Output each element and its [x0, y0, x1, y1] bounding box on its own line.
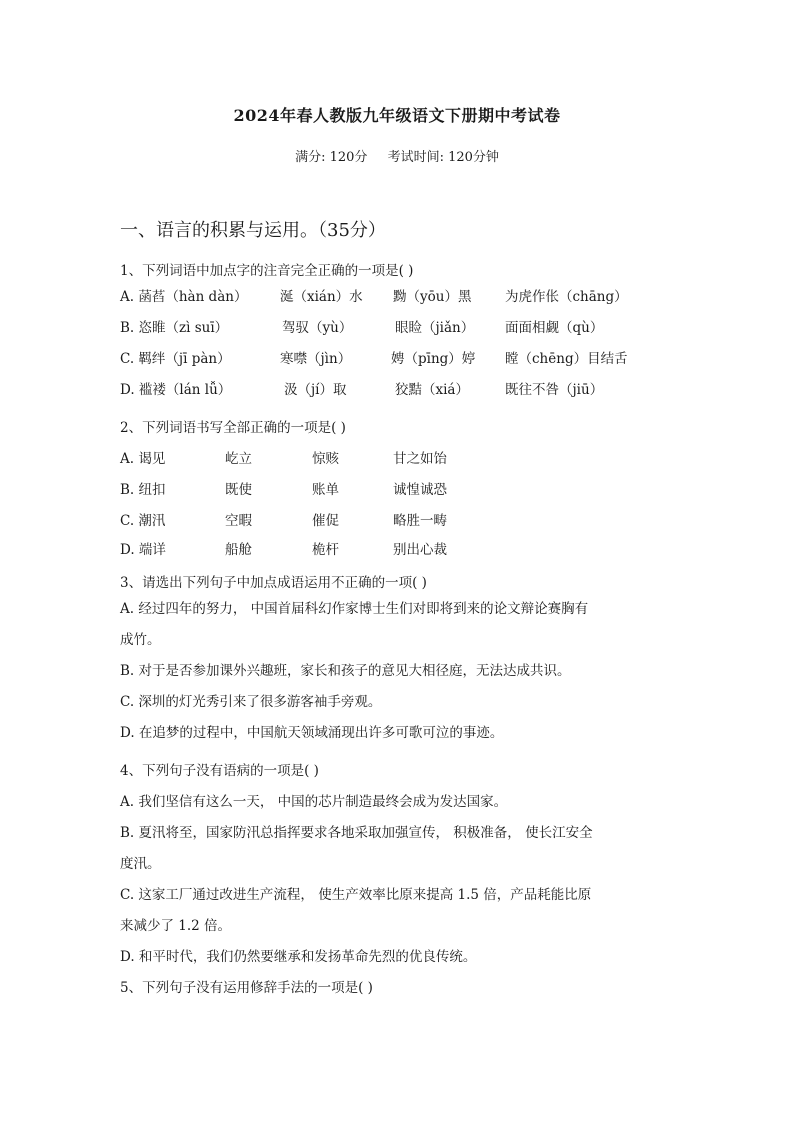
section-heading: 一、语言的积累与运用。（35分）: [120, 220, 386, 241]
q1-d-1: D. 褴褛（lán lǚ）: [120, 382, 232, 398]
page-title: 2024年春人教版九年级语文下册期中考试卷: [233, 106, 561, 125]
q4-option-d: D. 和平时代，我们仍然要继承和发扬革命先烈的优良传统。: [120, 949, 477, 965]
q4-option-b-line1: B. 夏汛将至，国家防汛总指挥要求各地采取加强宣传， 积极准备， 使长江安全: [120, 825, 593, 841]
q2-b-4: 诚惶诚恐: [393, 482, 447, 498]
exam-time: 考试时间: 120分钟: [387, 150, 499, 165]
q1-b-2: 驾驭（yù）: [282, 320, 353, 336]
q1-d-4: 既往不咎（jiū）: [505, 382, 604, 398]
exam-meta: [0, 146, 794, 165]
q3-option-c: C. 深圳的灯光秀引来了很多游客袖手旁观。: [120, 694, 382, 710]
q3-stem: 3、请选出下列句子中加点成语运用不正确的一项( ): [120, 575, 427, 591]
q2-b-3: 账单: [312, 482, 339, 498]
q2-a-4: 甘之如饴: [393, 451, 447, 467]
q5-stem: 5、下列句子没有运用修辞手法的一项是( ): [120, 980, 373, 996]
q2-c-4: 略胜一畴: [393, 513, 447, 529]
q2-stem: 2、下列词语书写全部正确的一项是( ): [120, 420, 346, 436]
q1-c-3: 娉（pīng）婷: [391, 351, 476, 367]
full-score: 满分: 120分: [295, 150, 368, 165]
q1-c-4: 瞠（chēng）目结舌: [505, 351, 628, 367]
q2-d-3: 桅杆: [312, 542, 339, 558]
q2-b-1: B. 纽扣: [120, 482, 166, 498]
q1-d-2: 汲（jí）取: [284, 382, 347, 398]
q2-a-2: 屹立: [225, 451, 252, 467]
q1-c-1: C. 羁绊（jī pàn）: [120, 351, 231, 367]
q1-b-4: 面面相觑（qù）: [505, 320, 604, 336]
q1-b-1: B. 恣睢（zì suī）: [120, 320, 229, 336]
q2-b-2: 既使: [225, 482, 252, 498]
q3-option-d: D. 在追梦的过程中，中国航天领域涌现出许多可歌可泣的事迹。: [120, 725, 504, 741]
q1-a-3: 黝（yōu）黑: [393, 289, 472, 305]
q1-a-2: 涎（xián）水: [280, 289, 363, 305]
q1-d-3: 狡黠（xiá）: [395, 382, 469, 398]
q2-a-1: A. 谒见: [120, 451, 166, 467]
q2-d-4: 别出心裁: [393, 542, 447, 558]
q1-a-1: A. 菡萏（hàn dàn）: [120, 289, 248, 305]
q4-option-a: A. 我们坚信有这么一天， 中国的芯片制造最终会成为发达国家。: [120, 794, 508, 810]
q2-d-2: 船舱: [225, 542, 252, 558]
q3-option-a-line2: 成竹。: [120, 632, 161, 648]
q2-d-1: D. 端详: [120, 542, 166, 558]
q2-c-2: 空暇: [225, 513, 252, 529]
q2-c-3: 催促: [312, 513, 339, 529]
q3-option-b: B. 对于是否参加课外兴趣班，家长和孩子的意见大相径庭，无法达成共识。: [120, 663, 571, 679]
q1-c-2: 寒噤（jìn）: [280, 351, 352, 367]
q3-option-a-line1: A. 经过四年的努力， 中国首届科幻作家博士生们对即将到来的论文辩论赛胸有: [120, 601, 589, 617]
q4-stem: 4、下列句子没有语病的一项是( ): [120, 763, 319, 779]
q4-option-c-line1: C. 这家工厂通过改进生产流程， 使生产效率比原来提高 1.5 倍，产品耗能比原: [120, 887, 592, 903]
q4-option-b-line2: 度汛。: [120, 856, 161, 872]
q4-option-c-line2: 来减少了 1.2 倍。: [120, 918, 232, 934]
q2-a-3: 惊赅: [312, 451, 339, 467]
q1-b-3: 眼睑（jiǎn）: [395, 320, 475, 336]
q2-c-1: C. 潮汛: [120, 513, 166, 529]
q1-stem: 1、下列词语中加点字的注音完全正确的一项是( ): [120, 263, 414, 279]
q1-a-4: 为虎作伥（chāng）: [505, 289, 628, 305]
